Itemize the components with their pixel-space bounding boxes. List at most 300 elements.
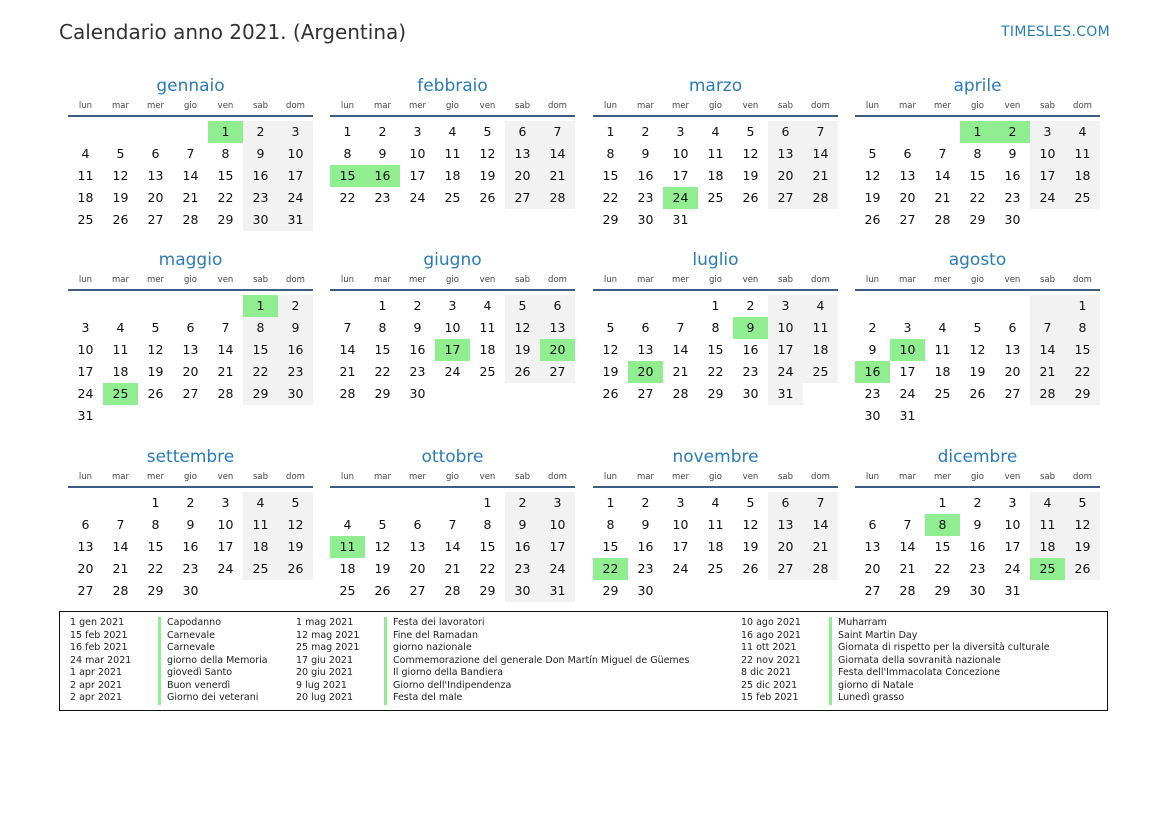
weekday-label: dom: [1073, 275, 1092, 285]
day-cell: 22: [339, 190, 356, 205]
empty-cell: [803, 580, 838, 602]
day-cell: 13: [77, 539, 94, 554]
day-cell: 28: [899, 583, 916, 598]
day-cell: 3: [221, 495, 230, 510]
header-divider: [593, 486, 838, 488]
weekday-label: mar: [899, 275, 916, 285]
holiday-date: 24 mar 2021: [70, 654, 132, 666]
day-cell: 16: [243, 165, 278, 187]
day-cell: 29: [217, 212, 234, 227]
day-cell: 21: [1030, 361, 1065, 383]
day-cell: 11: [707, 517, 724, 532]
day-cell: 16: [637, 168, 654, 183]
weekday-label: mar: [637, 101, 654, 111]
month-name: luglio: [692, 250, 739, 270]
holiday-day-cell: 1: [208, 121, 243, 143]
day-cell: 29: [934, 583, 951, 598]
holiday-name: Giorno dei veterani: [158, 692, 258, 705]
empty-cell: [960, 295, 995, 317]
month-dicembre: [855, 446, 1100, 602]
day-cell: 28: [217, 386, 234, 401]
day-cell: 12: [147, 342, 164, 357]
day-cell: 2: [278, 295, 313, 317]
empty-cell: [803, 209, 838, 231]
day-cell: 3: [676, 495, 685, 510]
day-cell: 15: [479, 539, 496, 554]
holiday-day-cell: 16: [855, 361, 890, 383]
empty-cell: [1030, 580, 1065, 602]
holiday-date: 20 lug 2021: [296, 692, 353, 703]
day-cell: 6: [641, 320, 650, 335]
month-name: settembre: [146, 447, 235, 467]
day-cell: 8: [378, 320, 387, 335]
weekday-label: ven: [479, 275, 496, 285]
weekday-label: mar: [374, 472, 391, 482]
day-cell: 30: [969, 583, 986, 598]
day-cell: 11: [1030, 514, 1065, 536]
site-link[interactable]: TIMESLES.COM: [1001, 24, 1110, 40]
empty-cell: [733, 580, 768, 602]
month-name: gennaio: [156, 76, 225, 96]
day-cell: 10: [278, 143, 313, 165]
month-name: febbraio: [417, 76, 488, 96]
empty-cell: [68, 295, 103, 317]
empty-cell: [330, 492, 365, 514]
day-cell: 30: [278, 383, 313, 405]
day-cell: 7: [903, 517, 912, 532]
day-cell: 9: [973, 517, 982, 532]
day-cell: 18: [479, 342, 496, 357]
header-divider: [68, 115, 313, 117]
weekday-label: ven: [217, 472, 234, 482]
empty-cell: [505, 383, 540, 405]
day-cell: 8: [711, 320, 720, 335]
holiday-date: 16 ago 2021: [741, 629, 801, 641]
day-cell: 31: [1004, 583, 1021, 598]
weekday-header: [68, 470, 313, 484]
day-cell: 27: [505, 187, 540, 209]
legend-row: [296, 630, 689, 643]
empty-cell: [103, 295, 138, 317]
holiday-name: Muharram: [829, 617, 887, 630]
day-cell: 29: [147, 583, 164, 598]
empty-cell: [768, 580, 803, 602]
day-cell: 26: [147, 386, 164, 401]
day-cell: 2: [746, 298, 755, 313]
holiday-date: 25 dic 2021: [741, 679, 798, 691]
day-cell: 12: [742, 146, 759, 161]
day-cell: 22: [243, 361, 278, 383]
day-cell: 19: [1065, 536, 1100, 558]
day-cell: 24: [540, 558, 575, 580]
day-cell: 23: [864, 386, 881, 401]
weekday-header: [855, 273, 1100, 287]
holiday-date: 12 mag 2021: [296, 629, 360, 641]
day-cell: 22: [1065, 361, 1100, 383]
weekday-label: lun: [603, 101, 618, 111]
day-grid: [68, 492, 313, 602]
day-cell: 17: [768, 339, 803, 361]
day-cell: 11: [803, 317, 838, 339]
day-cell: 29: [374, 386, 391, 401]
day-cell: 28: [339, 386, 356, 401]
day-cell: 4: [1030, 492, 1065, 514]
day-cell: 14: [899, 539, 916, 554]
day-cell: 11: [112, 342, 129, 357]
empty-cell: [890, 492, 925, 514]
day-cell: 6: [768, 121, 803, 143]
holiday-name: giovedì Santo: [158, 667, 232, 680]
holiday-name: giorno della Memoria: [158, 655, 268, 668]
holiday-day-cell: 2: [995, 121, 1030, 143]
day-cell: 1: [938, 495, 947, 510]
holiday-name: Giorno dell'Indipendenza: [384, 680, 511, 693]
weekday-header: [68, 273, 313, 287]
day-cell: 22: [602, 190, 619, 205]
weekday-label: mar: [112, 472, 129, 482]
empty-cell: [1065, 580, 1100, 602]
day-cell: 5: [1065, 492, 1100, 514]
day-cell: 29: [479, 583, 496, 598]
day-cell: 8: [483, 517, 492, 532]
header-divider: [68, 289, 313, 291]
empty-cell: [138, 405, 173, 427]
empty-cell: [1030, 295, 1065, 317]
day-cell: 17: [672, 168, 689, 183]
holiday-day-cell: 22: [593, 558, 628, 580]
header-divider: [855, 115, 1100, 117]
day-cell: 26: [1065, 558, 1100, 580]
day-cell: 26: [742, 561, 759, 576]
day-cell: 11: [934, 342, 951, 357]
legend-row: [296, 655, 689, 668]
weekday-label: ven: [1004, 275, 1021, 285]
day-cell: 17: [1004, 539, 1021, 554]
weekday-label: sab: [777, 275, 794, 285]
day-cell: 5: [116, 146, 125, 161]
holiday-name: Giornata della sovranità nazionale: [829, 655, 1001, 668]
empty-cell: [733, 209, 768, 231]
weekday-label: lun: [865, 101, 880, 111]
day-cell: 31: [278, 209, 313, 231]
day-cell: 30: [182, 583, 199, 598]
day-cell: 17: [899, 364, 916, 379]
weekday-label: ven: [742, 275, 759, 285]
weekday-label: sab: [1039, 472, 1056, 482]
weekday-label: mar: [112, 275, 129, 285]
day-cell: 27: [1004, 386, 1021, 401]
day-cell: 18: [707, 539, 724, 554]
day-cell: 8: [343, 146, 352, 161]
day-cell: 13: [540, 317, 575, 339]
day-cell: 8: [243, 317, 278, 339]
weekday-label: ven: [479, 472, 496, 482]
holiday-name: Carnevale: [158, 642, 215, 655]
day-cell: 24: [278, 187, 313, 209]
weekday-label: gio: [971, 472, 984, 482]
empty-cell: [208, 405, 243, 427]
weekday-label: sab: [252, 275, 269, 285]
day-cell: 14: [803, 143, 838, 165]
day-cell: 30: [1004, 212, 1021, 227]
day-grid: [593, 295, 838, 405]
day-cell: 6: [868, 517, 877, 532]
day-cell: 6: [1008, 320, 1017, 335]
day-cell: 23: [742, 364, 759, 379]
day-cell: 13: [1004, 342, 1021, 357]
day-cell: 17: [278, 165, 313, 187]
day-cell: 26: [479, 190, 496, 205]
holiday-date: 2 apr 2021: [70, 692, 123, 703]
day-cell: 29: [707, 386, 724, 401]
day-cell: 19: [479, 168, 496, 183]
day-cell: 27: [409, 583, 426, 598]
weekday-label: ven: [742, 101, 759, 111]
day-cell: 29: [243, 383, 278, 405]
day-cell: 30: [505, 580, 540, 602]
holiday-name: Festa dei lavoratori: [384, 617, 485, 630]
empty-cell: [995, 295, 1030, 317]
weekday-label: lun: [603, 275, 618, 285]
empty-cell: [1065, 405, 1100, 427]
legend-row: [296, 642, 689, 655]
weekday-label: sab: [777, 101, 794, 111]
day-cell: 27: [864, 583, 881, 598]
day-cell: 3: [1008, 495, 1017, 510]
holiday-name: Lunedì grasso: [829, 692, 904, 705]
day-cell: 1: [1065, 295, 1100, 317]
day-cell: 10: [217, 517, 234, 532]
header-divider: [330, 486, 575, 488]
day-cell: 3: [413, 124, 422, 139]
day-cell: 11: [1065, 143, 1100, 165]
month-agosto: [855, 249, 1100, 427]
day-cell: 25: [77, 212, 94, 227]
day-cell: 21: [540, 165, 575, 187]
day-cell: 4: [448, 124, 457, 139]
empty-cell: [173, 121, 208, 143]
legend-row: [70, 655, 268, 668]
holiday-day-cell: 15: [330, 165, 365, 187]
legend-row: [70, 667, 268, 680]
holiday-day-cell: 1: [960, 121, 995, 143]
weekday-label: gio: [709, 275, 722, 285]
weekday-label: sab: [514, 101, 531, 111]
day-cell: 13: [182, 342, 199, 357]
empty-cell: [173, 295, 208, 317]
day-cell: 12: [969, 342, 986, 357]
day-grid: [855, 295, 1100, 427]
weekday-label: mer: [146, 472, 164, 482]
legend-row: [741, 692, 1050, 705]
weekday-header: [855, 99, 1100, 113]
weekday-label: mer: [146, 275, 164, 285]
day-cell: 14: [672, 342, 689, 357]
header-divider: [330, 289, 575, 291]
day-cell: 5: [505, 295, 540, 317]
holiday-date: 1 gen 2021: [70, 617, 125, 628]
day-cell: 30: [637, 583, 654, 598]
month-giugno: [330, 249, 575, 405]
weekday-header: [593, 470, 838, 484]
day-cell: 21: [339, 364, 356, 379]
day-cell: 24: [444, 364, 461, 379]
day-cell: 12: [742, 517, 759, 532]
weekday-header: [68, 99, 313, 113]
day-cell: 30: [409, 386, 426, 401]
holiday-date: 15 feb 2021: [70, 629, 128, 641]
day-cell: 30: [243, 209, 278, 231]
empty-cell: [698, 209, 733, 231]
day-cell: 20: [768, 165, 803, 187]
day-cell: 8: [1065, 317, 1100, 339]
day-cell: 1: [343, 124, 352, 139]
day-cell: 20: [768, 536, 803, 558]
weekday-header: [330, 99, 575, 113]
weekday-label: gio: [446, 472, 459, 482]
weekday-label: mer: [671, 472, 689, 482]
empty-cell: [925, 295, 960, 317]
holiday-date: 10 ago 2021: [741, 617, 801, 628]
day-cell: 21: [803, 536, 838, 558]
weekday-label: mer: [671, 101, 689, 111]
day-cell: 4: [711, 495, 720, 510]
weekday-header: [855, 470, 1100, 484]
month-name: giugno: [423, 250, 482, 270]
holiday-day-cell: 8: [925, 514, 960, 536]
day-cell: 9: [413, 320, 422, 335]
day-cell: 14: [339, 342, 356, 357]
page-title: Calendario anno 2021. (Argentina): [59, 20, 407, 44]
holiday-name: Il giorno della Bandiera: [384, 667, 503, 680]
day-cell: 11: [77, 168, 94, 183]
day-grid: [330, 492, 575, 602]
day-cell: 12: [1065, 514, 1100, 536]
day-cell: 5: [483, 124, 492, 139]
day-cell: 1: [378, 298, 387, 313]
day-cell: 8: [221, 146, 230, 161]
day-cell: 4: [243, 492, 278, 514]
weekday-header: [330, 470, 575, 484]
day-cell: 9: [868, 342, 877, 357]
day-cell: 27: [768, 187, 803, 209]
day-cell: 22: [374, 364, 391, 379]
legend-row: [741, 617, 1050, 630]
day-cell: 27: [147, 212, 164, 227]
day-cell: 8: [606, 517, 615, 532]
holiday-name: giorno di Natale: [829, 680, 914, 693]
month-name: maggio: [158, 250, 223, 270]
day-cell: 9: [641, 517, 650, 532]
empty-cell: [855, 295, 890, 317]
holiday-name: Capodanno: [158, 617, 221, 630]
holiday-name: Saint Martin Day: [829, 630, 917, 643]
holiday-day-cell: 25: [103, 383, 138, 405]
day-cell: 12: [602, 342, 619, 357]
weekday-label: gio: [446, 275, 459, 285]
holiday-day-cell: 1: [243, 295, 278, 317]
month-aprile: [855, 75, 1100, 231]
day-cell: 27: [637, 386, 654, 401]
legend-row: [296, 617, 689, 630]
day-cell: 12: [505, 317, 540, 339]
day-cell: 7: [1030, 317, 1065, 339]
month-settembre: [68, 446, 313, 602]
day-cell: 21: [934, 190, 951, 205]
day-cell: 9: [505, 514, 540, 536]
weekday-label: dom: [1073, 472, 1092, 482]
holiday-date: 15 feb 2021: [741, 692, 799, 703]
day-cell: 6: [186, 320, 195, 335]
day-cell: 28: [934, 212, 951, 227]
month-name: dicembre: [937, 447, 1018, 467]
header-divider: [330, 115, 575, 117]
day-cell: 20: [505, 165, 540, 187]
day-cell: 1: [483, 495, 492, 510]
day-cell: 20: [409, 561, 426, 576]
month-name: aprile: [953, 76, 1002, 96]
empty-cell: [243, 580, 278, 602]
day-cell: 17: [672, 539, 689, 554]
day-cell: 7: [803, 121, 838, 143]
day-cell: 15: [374, 342, 391, 357]
day-cell: 18: [1030, 536, 1065, 558]
day-cell: 14: [803, 514, 838, 536]
day-cell: 25: [243, 558, 278, 580]
day-cell: 16: [742, 342, 759, 357]
day-cell: 15: [217, 168, 234, 183]
holiday-legend: [59, 611, 1108, 711]
weekday-label: sab: [777, 472, 794, 482]
day-cell: 18: [77, 190, 94, 205]
day-grid: [68, 121, 313, 231]
day-cell: 28: [182, 212, 199, 227]
weekday-label: lun: [78, 101, 93, 111]
day-cell: 31: [540, 580, 575, 602]
day-cell: 28: [112, 583, 129, 598]
day-cell: 30: [637, 212, 654, 227]
weekday-label: mer: [933, 275, 951, 285]
legend-row: [741, 655, 1050, 668]
day-cell: 11: [444, 146, 461, 161]
weekday-label: sab: [514, 275, 531, 285]
empty-cell: [1065, 209, 1100, 231]
day-cell: 22: [217, 190, 234, 205]
day-grid: [593, 492, 838, 602]
header-divider: [593, 115, 838, 117]
day-cell: 8: [606, 146, 615, 161]
day-cell: 28: [1030, 383, 1065, 405]
weekday-label: dom: [286, 275, 305, 285]
day-cell: 31: [899, 408, 916, 423]
day-cell: 8: [151, 517, 160, 532]
weekday-label: gio: [446, 101, 459, 111]
day-cell: 15: [243, 339, 278, 361]
day-cell: 19: [742, 168, 759, 183]
day-cell: 16: [182, 539, 199, 554]
day-cell: 28: [803, 558, 838, 580]
day-cell: 10: [77, 342, 94, 357]
empty-cell: [435, 492, 470, 514]
day-cell: 13: [899, 168, 916, 183]
day-cell: 26: [278, 558, 313, 580]
empty-cell: [208, 580, 243, 602]
empty-cell: [803, 383, 838, 405]
weekday-label: sab: [252, 101, 269, 111]
day-cell: 18: [803, 339, 838, 361]
legend-row: [296, 667, 689, 680]
day-cell: 21: [672, 364, 689, 379]
